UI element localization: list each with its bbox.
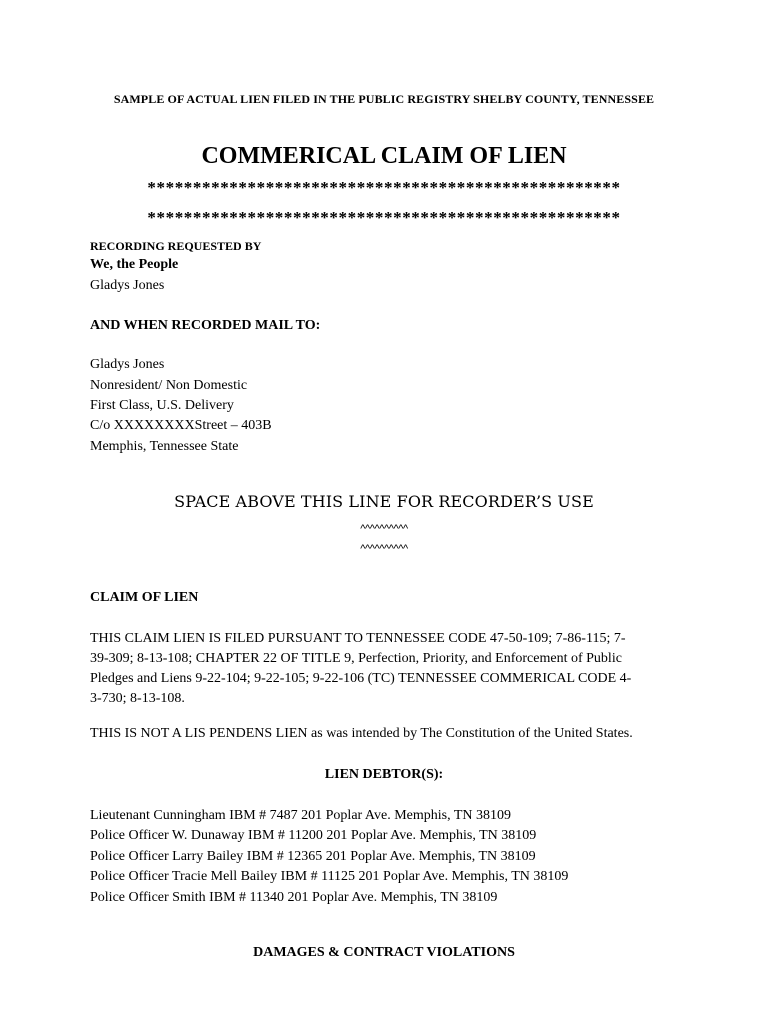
address-line: C/o XXXXXXXXStreet – 403B xyxy=(90,418,272,433)
caret-divider-2: ^^^^^^^^^^ xyxy=(360,543,408,555)
requested-by-group: We, the People xyxy=(90,257,179,272)
lis-pendens-paragraph: THIS IS NOT A LIS PENDENS LIEN as was intended by The Constitution of the United States. xyxy=(90,726,633,741)
recorder-space-line: SPACE ABOVE THIS LINE FOR RECORDER’S USE xyxy=(174,492,594,511)
debtor-item: Lieutenant Cunningham IBM # 7487 201 Poplar Ave. Memphis, TN 38109 xyxy=(90,808,512,823)
address-line: Nonresident/ Non Domestic xyxy=(90,378,248,393)
debtor-item: Police Officer Larry Bailey IBM # 12365 201 Poplar Ave. Memphis, TN 38109 xyxy=(90,849,536,864)
stars-divider-1: **************************************************** xyxy=(147,178,621,197)
requested-by-name: Gladys Jones xyxy=(90,278,165,293)
mail-to-label: AND WHEN RECORDED MAIL TO: xyxy=(90,318,321,333)
claim-paragraph-line: Pledges and Liens 9-22-104; 9-22-105; 9-22-106 (TC) TENNESSEE COMMERICAL CODE 4- xyxy=(90,671,632,686)
claim-paragraph-line: 3-730; 8-13-108. xyxy=(90,691,185,706)
document-title: COMMERICAL CLAIM OF LIEN xyxy=(201,143,567,169)
debtor-item: Police Officer Smith IBM # 11340 201 Poplar Ave. Memphis, TN 38109 xyxy=(90,890,498,905)
debtor-item: Police Officer W. Dunaway IBM # 11200 201 Poplar Ave. Memphis, TN 38109 xyxy=(90,828,537,843)
sample-note: SAMPLE OF ACTUAL LIEN FILED IN THE PUBLIC REGISTRY SHELBY COUNTY, TENNESSEE xyxy=(113,92,655,106)
address-line: Memphis, Tennessee State xyxy=(90,439,239,454)
stars-divider-2: **************************************************** xyxy=(147,208,621,227)
lien-debtors-heading: LIEN DEBTOR(S): xyxy=(324,767,444,782)
damages-heading: DAMAGES & CONTRACT VIOLATIONS xyxy=(253,945,515,960)
claim-heading: CLAIM OF LIEN xyxy=(90,590,199,605)
recording-requested-label: RECORDING REQUESTED BY xyxy=(90,239,262,253)
claim-paragraph-line: THIS CLAIM LIEN IS FILED PURSUANT TO TENNESSEE CODE 47-50-109; 7-86-115; 7- xyxy=(90,631,626,646)
caret-divider-1: ^^^^^^^^^^ xyxy=(360,523,408,535)
debtor-item: Police Officer Tracie Mell Bailey IBM # 11125 201 Poplar Ave. Memphis, TN 38109 xyxy=(90,869,569,884)
address-line: First Class, U.S. Delivery xyxy=(90,398,234,413)
claim-paragraph-line: 39-309; 8-13-108; CHAPTER 22 OF TITLE 9, Perfection, Priority, and Enforcement of Public xyxy=(90,651,622,666)
address-line: Gladys Jones xyxy=(90,357,165,372)
